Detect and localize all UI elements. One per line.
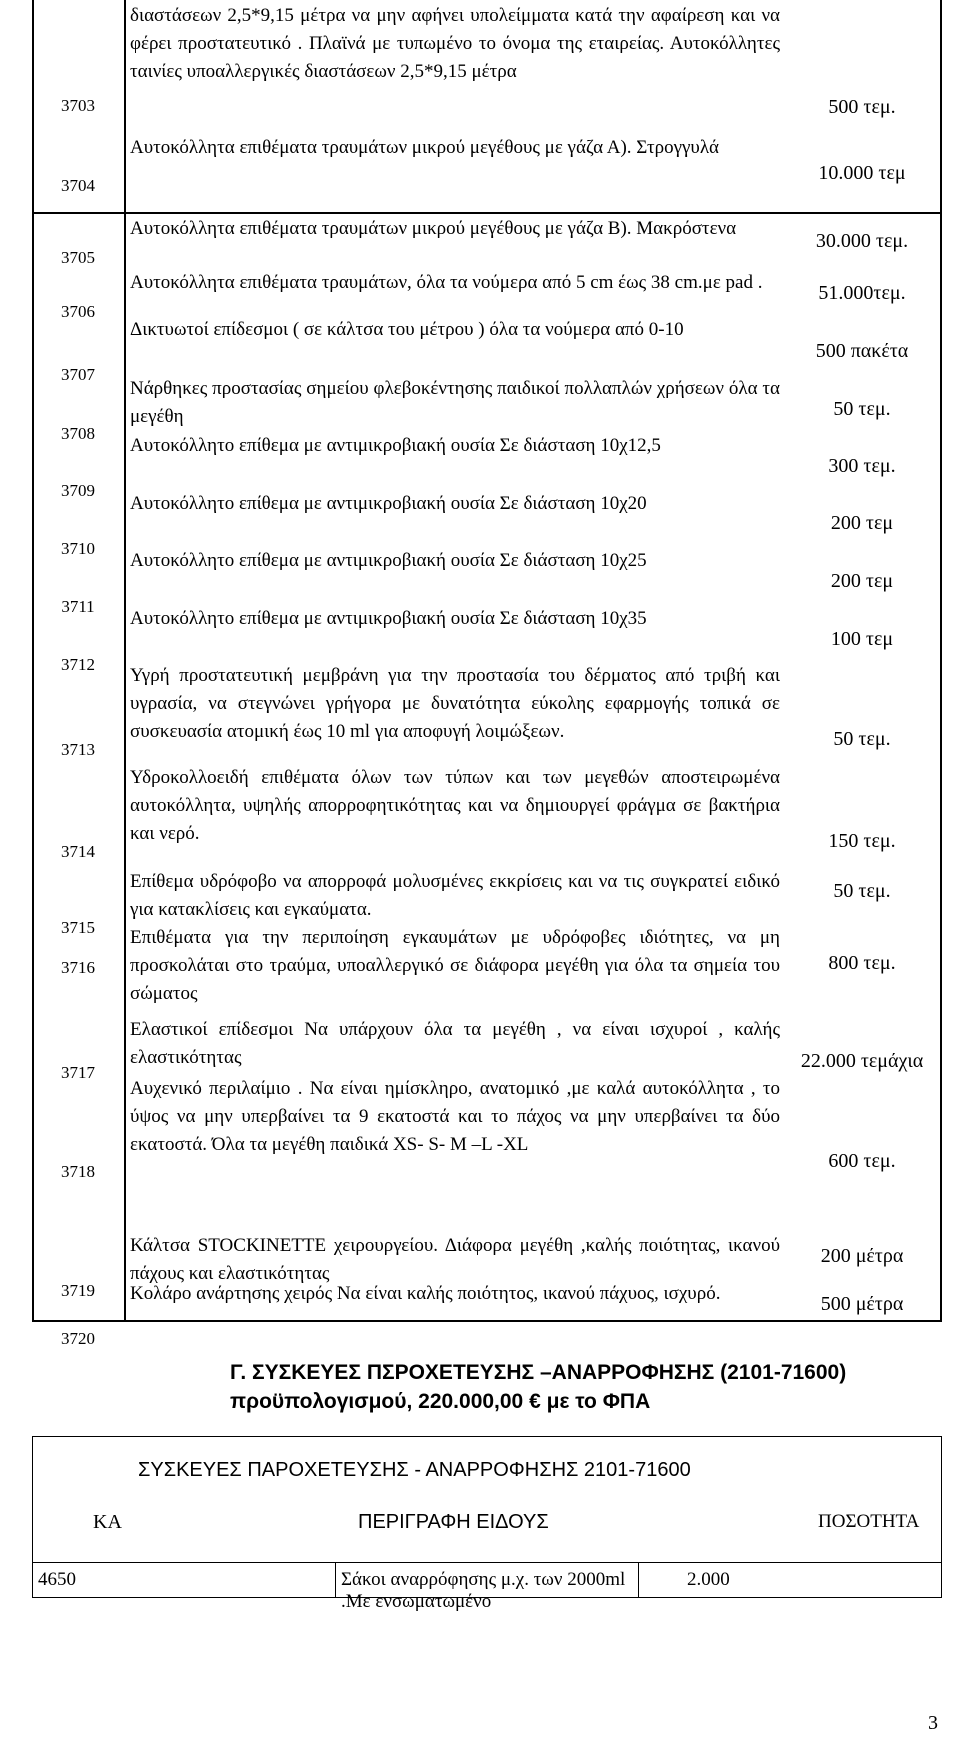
item-description: Αυτοκόλλητο επίθεμα με αντιμικροβιακή ουσία Σε διάσταση 10χ12,5 — [130, 435, 661, 456]
row-code-3717: 3717 — [61, 1063, 95, 1082]
item-quantity: 22.000 τεμάχια — [800, 1050, 924, 1072]
item-quantity: 200 μέτρα — [820, 1245, 904, 1267]
item-description: Υγρή προστατευτική μεμβράνη για την προστασία του δέρματος από τριβή και υγρασία, να στεγνώνει γρήγορα με δυνατότητα εύκολης εφαρμογής τοπικά σε συσκευασία ατομική έως 10 ml για αποφυγή λοιμώξεων. — [130, 665, 780, 742]
item-quantity: 200 τεμ — [830, 570, 894, 592]
row-code-3705: 3705 — [61, 248, 95, 267]
item-description: Νάρθηκες προστασίας σημείου φλεβοκέντησης παιδικοί πολλαπλών χρήσεων όλα τα μεγέθη — [130, 378, 780, 427]
item-quantity: 100 τεμ — [830, 628, 894, 650]
item-quantity: 800 τεμ. — [828, 952, 896, 974]
row-code-3710: 3710 — [61, 539, 95, 558]
drainage-row-desc-cell — [336, 1563, 639, 1612]
row-code-3711: 3711 — [61, 597, 95, 616]
item-description: Κάλτσα STOCKINETTE χειρουργείου. Διάφορα μεγέθη ,καλής ποιότητας, ικανού πάχους και ελαστικότητας — [130, 1235, 780, 1284]
row-code-3720: 3720 — [61, 1329, 95, 1348]
item-quantity: 500 τεμ. — [828, 96, 896, 118]
item-description: Αυτοκόλλητα επιθέματα τραυμάτων μικρού μεγέθους με γάζα Β). Μακρόστενα — [130, 218, 737, 239]
row-code-3708: 3708 — [61, 424, 95, 443]
column-header-ka: ΚΑ — [93, 1511, 122, 1533]
item-quantity: 30.000 τεμ. — [815, 230, 909, 252]
item-quantity: 150 τεμ. — [828, 830, 896, 852]
drainage-table-title: ΣΥΣΚΕΥΕΣ ΠΑΡΟΧΕΤΕΥΣΗΣ - ΑΝΑΡΡΟΦΗΣΗΣ 2101-71600 — [138, 1459, 691, 1481]
row-code-3715: 3715 — [61, 918, 95, 937]
item-description: Αυτοκόλλητο επίθεμα με αντιμικροβιακή ουσία Σε διάσταση 10χ25 — [130, 550, 647, 571]
row-code-3718: 3718 — [61, 1162, 95, 1181]
item-quantity: 10.000 τεμ — [818, 162, 906, 184]
item-quantity: 300 τεμ. — [828, 455, 896, 477]
item-quantity: 50 τεμ. — [833, 880, 891, 902]
item-description: Αυχενικό περιλαίμιο . Να είναι ημίσκληρο, ανατομικό ,με καλά αυτοκόλλητα , το ύψος να μην υπερβαίνει τα 9 εκατοστά και το πάχος να μην υπερβαίνει τα δύο εκατοστά. Όλα τα μεγέθη παιδικά XS- S- M –L -XL — [130, 1078, 780, 1155]
item-description: Επίθεμα υδρόφοβο να απορροφά μολυσμένες εκκρίσεις και να τις συγκρατεί ειδικό για κατακλίσεις και εγκαύματα. — [130, 871, 780, 920]
section-title: Γ. ΣΥΣΚΕΥΕΣ ΠΣΡΟΧΕΤΕΥΣΗΣ –ΑΝΑΡΡΟΦΗΣΗΣ (2101-71600) προϋπολογισμού, 220.000,00 € με το ΦΠΑ — [230, 1361, 847, 1413]
row-code-3709: 3709 — [61, 481, 95, 500]
row-code-3713: 3713 — [61, 740, 95, 759]
table-row-description: Σάκοι αναρρόφησης μ.χ. των 2000ml .Με ενσωματωμένο — [341, 1569, 626, 1612]
item-description: Αυτοκόλλητο επίθεμα με αντιμικροβιακή ουσία Σε διάσταση 10χ20 — [130, 493, 647, 514]
row-code-3706: 3706 — [61, 302, 95, 321]
column-header-description: ΠΕΡΙΓΡΑΦΗ ΕΙΔΟΥΣ — [358, 1511, 549, 1533]
item-description: Ελαστικοί επίδεσμοι Να υπάρχουν όλα τα μεγέθη , να είναι ισχυροί , καλής ελαστικότητας — [130, 1019, 780, 1068]
item-quantity: 600 τεμ. — [828, 1150, 896, 1172]
item-quantity: 200 τεμ — [830, 512, 894, 534]
item-description: Αυτοκόλλητα επιθέματα τραυμάτων, όλα τα νούμερα από 5 cm έως 38 cm.με pad . — [130, 272, 763, 293]
item-description: διαστάσεων 2,5*9,15 μέτρα να μην αφήνει υπολείμματα κατά την αφαίρεση και να φέρει προστατευτικό . Πλαϊνά με τυπωμένο το όνομα της εταιρείας. Αυτοκόλλητες ταινίες υποαλλεργικές διαστάσεων 2,5*9,15 μέτρα — [130, 5, 780, 82]
item-quantity: 50 τεμ. — [833, 728, 891, 750]
row-code-3716: 3716 — [61, 958, 95, 977]
item-quantity: 500 μέτρα — [820, 1293, 904, 1315]
row-code-3712: 3712 — [61, 655, 95, 674]
row-code-3704: 3704 — [61, 176, 95, 195]
item-quantity: 51.000τεμ. — [818, 282, 906, 304]
row-code-3719: 3719 — [61, 1281, 95, 1300]
drainage-row-qty-cell — [639, 1563, 942, 1598]
row-code-3714: 3714 — [61, 842, 95, 861]
item-description: Αυτοκόλλητα επιθέματα τραυμάτων μικρού μεγέθους με γάζα Α). Στρογγυλά — [130, 137, 719, 158]
items-body — [32, 0, 942, 1321]
drainage-row-code-cell — [33, 1563, 336, 1598]
item-quantity: 500 πακέτα — [815, 340, 909, 362]
item-description: Υδροκολλοειδή επιθέματα όλων των τύπων και των μεγεθών αποστειρωμένα αυτοκόλλητα, υψηλής απορροφητικότητας και να δημιουργεί φράγμα σε βακτήρια και νερό. — [130, 767, 780, 844]
page-number: 3 — [928, 1712, 938, 1734]
item-quantity: 50 τεμ. — [833, 398, 891, 420]
row-code-3707: 3707 — [61, 365, 95, 384]
column-header-quantity: ΠΟΣΟΤΗΤΑ — [818, 1511, 920, 1532]
table-row-quantity: 2.000 — [687, 1569, 730, 1590]
item-description: Επιθέματα για την περιποίηση εγκαυμάτων με υδρόφοβες ιδιότητες, να μη προσκολάται στο τραύμα, υποαλλεργικό σε διάφορα μεγέθη για όλα τα σημεία του σώματος — [130, 927, 780, 1004]
item-description: Δικτυωτοί επίδεσμοι ( σε κάλτσα του μέτρου ) όλα τα νούμερα από 0-10 — [130, 319, 684, 340]
table-row-code: 4650 — [38, 1569, 76, 1590]
drainage-table-header — [33, 1437, 942, 1563]
item-description: Κολάρο ανάρτησης χειρός Να είναι καλής ποιότητος, ικανού πάχυος, ισχυρό. — [130, 1283, 721, 1304]
drainage-table — [32, 1436, 942, 1612]
row-code-3703: 3703 — [61, 96, 95, 115]
item-description: Αυτοκόλλητο επίθεμα με αντιμικροβιακή ουσία Σε διάσταση 10χ35 — [130, 608, 647, 629]
